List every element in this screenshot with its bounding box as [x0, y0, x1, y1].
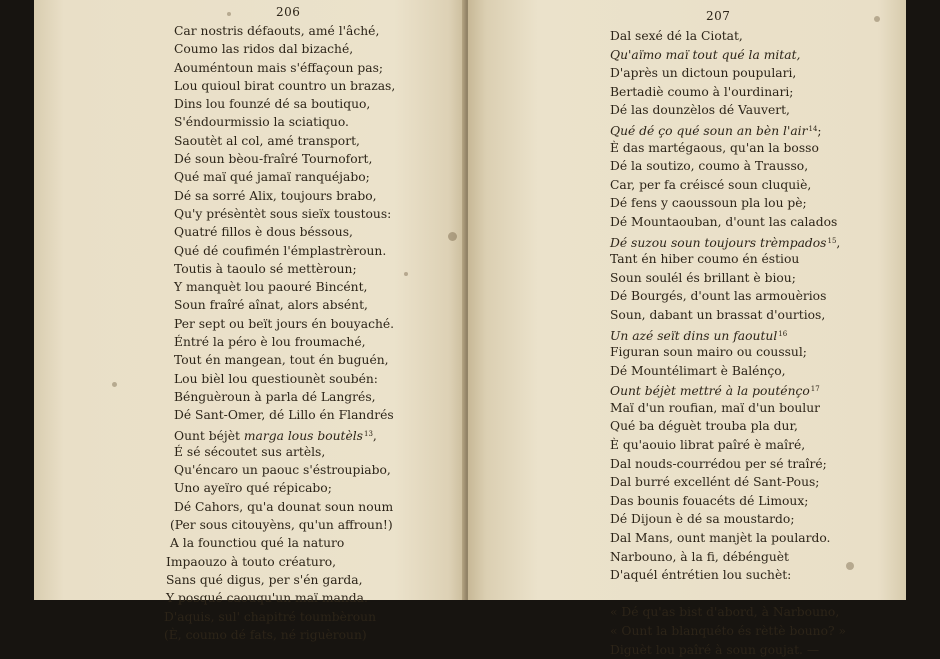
- verse-line: [162, 260, 395, 278]
- verse-line: [162, 40, 395, 58]
- verse-line: [162, 388, 395, 406]
- verse-line: [162, 406, 395, 424]
- italic-phrase: Ount béjèt mettré à la pouténço: [610, 384, 810, 399]
- footnote-marker: 13: [364, 429, 373, 438]
- verse-line: [610, 83, 846, 102]
- verse-line: [610, 306, 846, 325]
- verse-text: D'après un dictoun poupulari,: [610, 66, 797, 81]
- verse-line: [162, 498, 395, 516]
- verse-text: (È, coumo dé fats, né riguèroun): [164, 627, 367, 642]
- verse-text: D'aquél éntrétien lou suchèt:: [610, 568, 792, 583]
- verse-line: [610, 120, 846, 139]
- verse-line: [610, 436, 846, 455]
- verse-text: Qué maï qué jamaï ranquéjabo;: [174, 170, 370, 185]
- verse-text: Dé sa sorré Alix, toujours brabo,: [174, 188, 377, 203]
- right-page: [468, 0, 906, 657]
- verse-text: S'éndourmissio la sciatiquo.: [174, 115, 349, 130]
- verse-line: [610, 566, 846, 585]
- verse-line: [610, 157, 846, 176]
- verse-text: Éntré la péro è lou froumaché,: [174, 335, 366, 350]
- verse-text: Figuran soun mairo ou coussul;: [610, 345, 807, 360]
- verse-line: [610, 46, 846, 65]
- verse-line: [162, 351, 395, 369]
- verse-line: [162, 95, 395, 113]
- italic-phrase: Dé suzou soun toujours trèmpados: [610, 235, 827, 250]
- verse-line: [610, 287, 846, 306]
- verse-text: Qu'éncaro un paouc s'éstroupiabo,: [174, 463, 391, 478]
- verse-line: [610, 622, 846, 641]
- verse-line: [162, 296, 395, 314]
- verse-text: Y posqué caouqu'un maï manda.: [166, 591, 368, 606]
- italic-phrase: Un azé seït dins un faoutul: [610, 328, 778, 343]
- verse-text: Qué dé coufimén l'émplastrèroun.: [174, 243, 387, 258]
- paper-speck: [448, 232, 457, 241]
- verse-line: [610, 343, 846, 362]
- verse-text: É sé sécoutet sus artèls,: [174, 444, 326, 459]
- verse-line: [610, 101, 846, 120]
- verse-line: [610, 399, 846, 418]
- verse-line: [610, 362, 846, 381]
- paper-speck: [404, 272, 408, 276]
- paper-speck: [227, 12, 231, 16]
- verse-text: Dal sexé dé la Ciotat,: [610, 29, 743, 43]
- verse-text: Ount béjèt: [174, 428, 244, 443]
- verse-text: Per sept ou beït jours én bouyaché.: [174, 316, 395, 331]
- verse-text: Dal burré excellént dé Sant-Pous;: [610, 475, 820, 490]
- verse-line: [610, 64, 846, 83]
- verse-text: Soun fraîré aînat, alors absént,: [174, 298, 368, 313]
- verse-text: ;: [817, 123, 822, 138]
- verse-text: ,: [836, 235, 841, 250]
- verse-line: [162, 187, 395, 205]
- verse-line: [162, 589, 395, 607]
- verse-text: Dé las dounzèlos dé Vauvert,: [610, 103, 790, 118]
- verse-text: Dé Bourgés, d'ount las armouèrios: [610, 289, 827, 304]
- verse-line: [610, 250, 846, 269]
- verse-line: [610, 548, 846, 567]
- verse-text: Dé Sant-Omer, dé Lillo én Flandrés: [174, 408, 394, 423]
- verse-line: [610, 380, 846, 399]
- verse-text: Dé Mountélimart è Balénço,: [610, 363, 786, 378]
- verse-line: [162, 242, 395, 260]
- verse-text: È qu'aouio librat paîré è maîré,: [610, 438, 806, 453]
- verse-line: [610, 269, 846, 288]
- verse-line: [162, 370, 395, 388]
- verse-text: (Per sous citouyèns, qu'un affroun!): [170, 518, 393, 533]
- verse-line: [162, 315, 395, 333]
- right-page-text: [610, 27, 846, 659]
- paper-speck: [112, 382, 117, 387]
- page-number-left: 206: [276, 5, 301, 19]
- verse-line: [162, 150, 395, 168]
- verse-line: [162, 22, 395, 40]
- verse-text: Lou bièl lou questiounèt soubén:: [174, 371, 378, 386]
- paper-speck: [874, 16, 880, 22]
- verse-text: ,: [372, 428, 377, 443]
- verse-line: [162, 168, 395, 186]
- open-book: [34, 0, 906, 657]
- verse-text: Lou quioul birat countro un brazas,: [174, 78, 396, 93]
- verse-text: Dé Dijoun è dé sa moustardo;: [610, 512, 795, 527]
- verse-line: [610, 213, 846, 232]
- verse-line: [610, 510, 846, 529]
- verse-text: Dé fens y caoussoun pla lou pè;: [610, 196, 807, 211]
- verse-text: « Ount la blanquéto és rèttè bouno? »: [610, 624, 847, 638]
- verse-line: [610, 417, 846, 436]
- verse-text: D'aquis, sul' chapitré toumbèroun: [164, 609, 377, 624]
- verse-text: Dé la soutizo, coumo à Trausso,: [610, 159, 809, 174]
- verse-text: Soun, dabant un brassat d'ourtios,: [610, 307, 826, 322]
- left-page: [34, 0, 466, 642]
- verse-text: Dé Mountaouban, d'ount las calados: [610, 214, 838, 229]
- verse-text: Sans qué digus, per s'én garda,: [166, 572, 363, 587]
- verse-line: [162, 132, 395, 150]
- verse-line: [610, 325, 846, 344]
- italic-phrase: marga lous boutèls: [243, 428, 363, 443]
- verse-text: Toutis à taoulo sé mettèroun;: [174, 261, 357, 276]
- page-number-right: 207: [706, 9, 731, 23]
- verse-line: [162, 113, 395, 131]
- verse-line: [610, 139, 846, 158]
- verse-text: Impaouzo à touto créaturo,: [166, 554, 337, 569]
- verse-line: [610, 641, 846, 659]
- verse-text: Tant én hiber coumo én éstiou: [610, 252, 800, 267]
- verse-line: [162, 77, 395, 95]
- verse-text: Dins lou founzé dé sa boutiquo,: [174, 97, 371, 112]
- verse-text: Qué ba déguèt trouba pla dur,: [610, 419, 798, 434]
- verse-text: « Dé qu'as bist d'abord, à Narbouno,: [610, 605, 840, 620]
- verse-line: [610, 455, 846, 474]
- footnote-marker: 14: [808, 124, 818, 133]
- verse-text: Saoutèt al col, amé transport,: [174, 133, 360, 148]
- verse-line: [610, 176, 846, 195]
- verse-text: Dé Cahors, qu'a dounat soun noum: [174, 499, 394, 514]
- verse-text: Diguèt lou paîré à soun goujat. —: [610, 642, 820, 657]
- italic-phrase: Qu'aïmo maï tout qué la mitat,: [610, 47, 801, 62]
- verse-line: [610, 492, 846, 511]
- verse-line: [162, 443, 395, 461]
- verse-text: È das martégaous, qu'an la bosso: [610, 140, 819, 155]
- footnote-marker: 17: [810, 385, 820, 394]
- verse-line: [162, 553, 395, 571]
- verse-text: Car nostris défaouts, amé l'âché,: [174, 24, 380, 38]
- verse-text: Car, per fa créiscé soun cluquiè,: [610, 177, 812, 192]
- footnote-marker: 15: [827, 236, 837, 245]
- verse-text: Das bounis fouacéts dé Limoux;: [610, 493, 809, 508]
- verse-text: Bertadiè coumo à l'ourdinari;: [610, 84, 794, 99]
- verse-line: [610, 232, 846, 251]
- verse-text: Dal Mans, ount manjèt la poulardo.: [610, 531, 831, 546]
- verse-line: [162, 59, 395, 77]
- verse-line: [162, 425, 395, 443]
- verse-text: Dal nouds-courrédou per sé traîré;: [610, 456, 827, 471]
- verse-line: [162, 534, 395, 552]
- verse-line: [162, 479, 395, 497]
- verse-text: Y manquèt lou paouré Bincént,: [174, 280, 368, 295]
- italic-phrase: Qué dé ço qué soun an bèn l'air: [610, 123, 808, 138]
- stanza-break: [610, 585, 846, 604]
- verse-line: [610, 529, 846, 548]
- verse-text: Quatré fillos è dous béssous,: [174, 225, 353, 240]
- verse-line: [610, 27, 846, 46]
- verse-line: [162, 278, 395, 296]
- verse-line: [162, 461, 395, 479]
- verse-line: [610, 194, 846, 213]
- verse-line: [162, 205, 395, 223]
- verse-text: Bénguèroun à parla dé Langrés,: [174, 389, 376, 404]
- verse-line: [162, 608, 395, 626]
- verse-text: Narbouno, à la fi, débénguèt: [610, 549, 789, 564]
- verse-text: Soun soulél és brillant è biou;: [610, 270, 796, 285]
- verse-text: Tout én mangean, tout én buguén,: [174, 353, 389, 368]
- verse-line: [610, 473, 846, 492]
- verse-line: [162, 333, 395, 351]
- verse-line: [610, 603, 846, 622]
- verse-text: Qu'y présèntèt sous sieïx toustous:: [174, 206, 392, 221]
- paper-speck: [846, 562, 854, 570]
- footnote-marker: 16: [778, 329, 788, 338]
- verse-text: Coumo las ridos dal bizaché,: [174, 42, 354, 57]
- left-page-text: [162, 22, 395, 644]
- verse-text: Uno ayeïro qué répicabo;: [174, 481, 332, 496]
- verse-text: A la founctiou qué la naturo: [170, 536, 345, 551]
- verse-text: Dé soun bèou-fraîré Tournofort,: [174, 152, 373, 167]
- verse-text: Maï d'un roufian, maï d'un boulur: [610, 400, 820, 415]
- verse-line: [162, 516, 395, 534]
- verse-line: [162, 223, 395, 241]
- verse-line: [162, 571, 395, 589]
- verse-text: Aouméntoun mais s'éffaçoun pas;: [174, 60, 384, 75]
- verse-line: [162, 626, 395, 644]
